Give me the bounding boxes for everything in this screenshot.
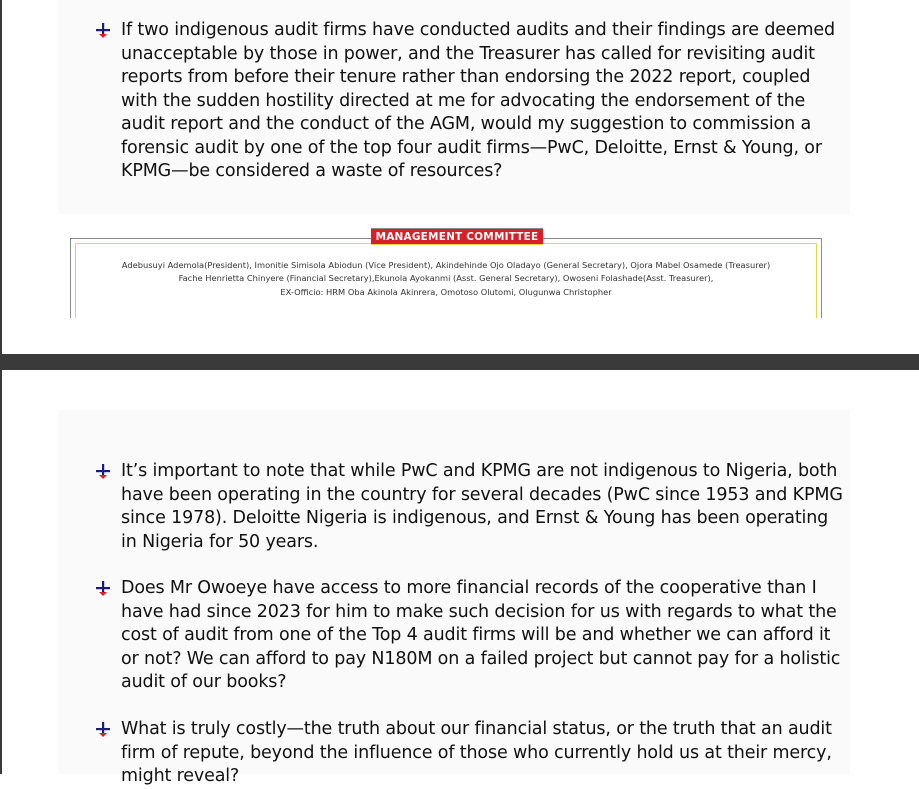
- bullet-text: It’s important to note that while PwC and KPMG are not indigenous to Nigeria, both have been operating in the country for several decades (PwC since 1953 and KPMG since 1978). Deloitte Nigeria is indigenous, and Ernst & Young has been operating in Nigeria for 50 years.: [121, 461, 843, 552]
- bullet-text: If two indigenous audit firms have conducted audits and their findings are deemed unacceptable by those in power, and the Treasurer has called for revisiting audit reports from before their tenure rather than endorsing the 2022 report, coupled with the sudden hostility directed at me for advocating the endorsement of the audit report and the conduct of the AGM, would my suggestion to commission a forensic audit by one of the top four audit firms—PwC, Deloitte, Ernst & Young, or KPMG—be considered a waste of resources?: [121, 20, 835, 181]
- page-edge: [0, 370, 2, 774]
- footer-title: MANAGEMENT COMMITTEE: [371, 228, 543, 245]
- bullet-text: What is truly costly—the truth about our financial status, or the truth that an audit firm of repute, beyond the influence of those who currently hold us at their mercy, might reveal?: [121, 719, 832, 786]
- footer-line-officers: Adebusuyi Ademola(President), Imonitie Simisola Abiodun (Vice President), Akindehinde Ojo Oladayo (General Secretary), Ojora Mabel Osamede (Treasurer): [121, 260, 771, 270]
- plus-arrow-bullet-icon: [95, 721, 111, 737]
- page-edge: [0, 0, 2, 354]
- page-separator: [0, 354, 919, 370]
- document-page-2: [0, 370, 919, 786]
- management-committee-footer: [70, 228, 822, 320]
- plus-arrow-bullet-icon: [95, 22, 111, 38]
- plus-arrow-bullet-icon: [95, 463, 111, 479]
- footer-line-ex-officio: EX-Officio: HRM Oba Akinola Akinrera, Omotoso Olutomi, Olugunwa Christopher: [280, 287, 612, 297]
- footer-line-officers-2: Fache Henrietta Chinyere (Financial Secretary),Ekunola Ayokanmi (Asst. General Secretary), Owoseni Folashade(Asst. Treasurer),: [178, 273, 714, 283]
- plus-arrow-bullet-icon: [95, 580, 111, 596]
- document-page-1: [0, 0, 919, 354]
- bullet-text: Does Mr Owoeye have access to more financial records of the cooperative than I have had since 2023 for him to make such decision for us with regards to what the cost of audit from one of the Top 4 audit firms will be and whether we can afford it or not? We can afford to pay N180M on a failed project but cannot pay for a holistic audit of our books?: [121, 578, 841, 692]
